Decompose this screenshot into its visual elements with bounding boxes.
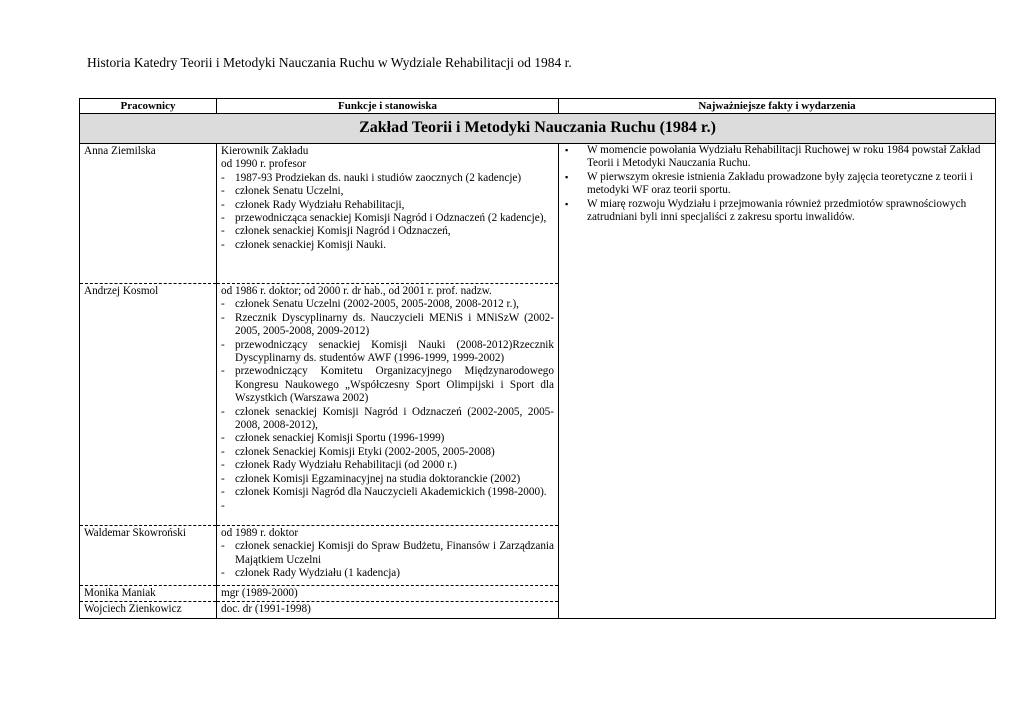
function-text: 1987-93 Prodziekan ds. nauki i studiów zaocznych (2 kadencje)	[235, 171, 522, 184]
function-item	[221, 172, 554, 185]
employee-functions	[217, 602, 559, 618]
list-dash: -	[221, 311, 225, 324]
function-intro: doc. dr (1991-1998)	[221, 603, 311, 616]
header-row	[80, 99, 996, 114]
function-item	[221, 500, 554, 513]
list-dash: -	[221, 486, 225, 499]
function-text: członek senackiej Komisji Nagród i Odznaczeń (2002-2005, 2005-2008, 2008-2012),	[235, 405, 554, 432]
list-dash: -	[221, 212, 225, 225]
table-row	[80, 144, 996, 284]
function-item	[221, 225, 554, 238]
function-text: członek senackiej Komisji Sportu (1996-1999)	[235, 432, 445, 445]
list-dash: -	[221, 238, 225, 251]
function-item	[221, 473, 554, 486]
function-intro: mgr (1989-2000)	[221, 587, 298, 599]
history-table	[79, 98, 996, 619]
list-dash: -	[221, 185, 225, 198]
employee-functions	[217, 526, 559, 586]
function-text: członek Rady Wydziału Rehabilitacji,	[235, 198, 405, 211]
function-item	[221, 239, 554, 252]
function-text: przewodnicząca senackiej Komisji Nagród i Odznaczeń (2 kadencje),	[235, 212, 547, 225]
function-item	[221, 312, 554, 339]
function-item	[221, 446, 554, 459]
function-text: członek Senatu Uczelni (2002-2005, 2005-2008, 2008-2012 r.),	[235, 298, 519, 311]
employee-functions	[217, 144, 559, 284]
function-text: członek senackiej Komisji do Spraw Budżetu, Finansów i Zarządzania Majątkiem Uczelni	[235, 540, 554, 566]
function-text: przewodniczący Komitetu Organizacyjnego Międzynarodowego Kongresu Naukowego „Współczesny Sport Olimpijski i Sport dla Wszystkich (Warszawa 2002)	[235, 365, 554, 405]
list-dash: -	[221, 338, 225, 351]
function-text: członek Komisji Nagród dla Nauczycieli Akademickich (1998-2000).	[235, 486, 547, 499]
function-text: członek Senackiej Komisji Etyki (2002-2005, 2005-2008)	[235, 445, 495, 458]
facts-cell	[559, 144, 996, 619]
list-dash: -	[221, 472, 225, 485]
function-text	[235, 500, 554, 513]
function-item	[221, 185, 554, 198]
function-text: członek senackiej Komisji Nagród i Odznaczeń,	[235, 225, 451, 238]
function-text: członek senackiej Komisji Nauki.	[235, 238, 386, 251]
function-intro: od 1989 r. doktor	[221, 527, 299, 539]
fact-item	[565, 171, 991, 198]
square-bullet-icon: ▪	[565, 171, 569, 182]
square-bullet-icon: ▪	[565, 145, 569, 155]
employee-name: Waldemar Skowroński	[80, 526, 217, 586]
function-text: członek Komisji Egzaminacyjnej na studia doktoranckie (2002)	[235, 472, 521, 485]
employee-name: Wojciech Zienkowicz	[80, 602, 217, 618]
function-text: członek Senatu Uczelni,	[235, 185, 344, 198]
header-functions: Funkcje i stanowiska	[217, 99, 559, 114]
list-dash: -	[221, 459, 225, 472]
header-employees: Pracownicy	[80, 99, 217, 114]
function-text: Rzecznik Dyscyplinarny ds. Nauczycieli MENiS i MNiSzW (2002-2005, 2005-2008, 2009-2012)	[235, 311, 554, 338]
list-dash: -	[221, 432, 225, 445]
section-title: Zakład Teorii i Metodyki Nauczania Ruchu (1984 r.)	[80, 114, 996, 144]
section-row	[80, 114, 996, 144]
function-item	[221, 432, 554, 445]
header-facts: Najważniejsze fakty i wydarzenia	[559, 99, 996, 114]
function-item	[221, 199, 554, 212]
function-text: członek Rady Wydziału (1 kadencja)	[235, 567, 400, 580]
function-item	[221, 298, 554, 311]
fact-text: W momencie powołania Wydziału Rehabilitacji Ruchowej w roku 1984 powstał Zakład Teorii i Metodyki Nauczania Ruchu.	[587, 144, 981, 170]
fact-text: W pierwszym okresie istnienia Zakładu prowadzone były zajęcia teoretyczne z teorii i metodyki WF oraz teorii sportu.	[587, 170, 973, 197]
list-dash: -	[221, 499, 225, 512]
list-dash: -	[221, 298, 225, 311]
function-item	[221, 567, 554, 580]
employee-functions	[217, 284, 559, 526]
function-intro: Kierownik Zakładu	[221, 145, 309, 157]
fact-text: W miarę rozwoju Wydziału i przejmowania również przedmiotów sprawnościowych zatrudniani byli inni specjaliści z zakresu sportu inwalidów.	[587, 197, 967, 224]
document-title: Historia Katedry Teorii i Metodyki Nauczania Ruchu w Wydziale Rehabilitacji od 1984 r.	[87, 55, 572, 70]
list-dash: -	[221, 405, 225, 418]
employee-name: Anna Ziemilska	[80, 144, 217, 284]
function-item	[221, 339, 554, 366]
list-dash: -	[221, 445, 225, 458]
employee-functions	[217, 586, 559, 602]
employee-name: Andrzej Kosmol	[80, 284, 217, 526]
function-item	[221, 212, 554, 225]
square-bullet-icon: ▪	[565, 198, 569, 209]
function-text: przewodniczący senackiej Komisji Nauki (2008-2012)Rzecznik Dyscyplinarny ds. studentów AWF (1996-1999, 1999-2002)	[235, 338, 554, 365]
function-item	[221, 540, 554, 567]
function-intro: od 1990 r. profesor	[221, 158, 307, 171]
function-intro: od 1986 r. doktor; od 2000 r. dr hab., od 2001 r. prof. nadzw.	[221, 285, 492, 297]
function-item	[221, 406, 554, 433]
function-item	[221, 365, 554, 405]
list-dash: -	[221, 225, 225, 238]
fact-item	[565, 144, 991, 171]
function-item	[221, 486, 554, 499]
function-text: członek Rady Wydziału Rehabilitacji (od 2000 r.)	[235, 459, 457, 472]
list-dash: -	[221, 567, 225, 580]
list-dash: -	[221, 540, 225, 553]
list-dash: -	[221, 365, 225, 378]
function-item	[221, 459, 554, 472]
list-dash: -	[221, 171, 225, 184]
list-dash: -	[221, 198, 225, 211]
employee-name: Monika Maniak	[80, 586, 217, 602]
fact-item	[565, 198, 991, 225]
